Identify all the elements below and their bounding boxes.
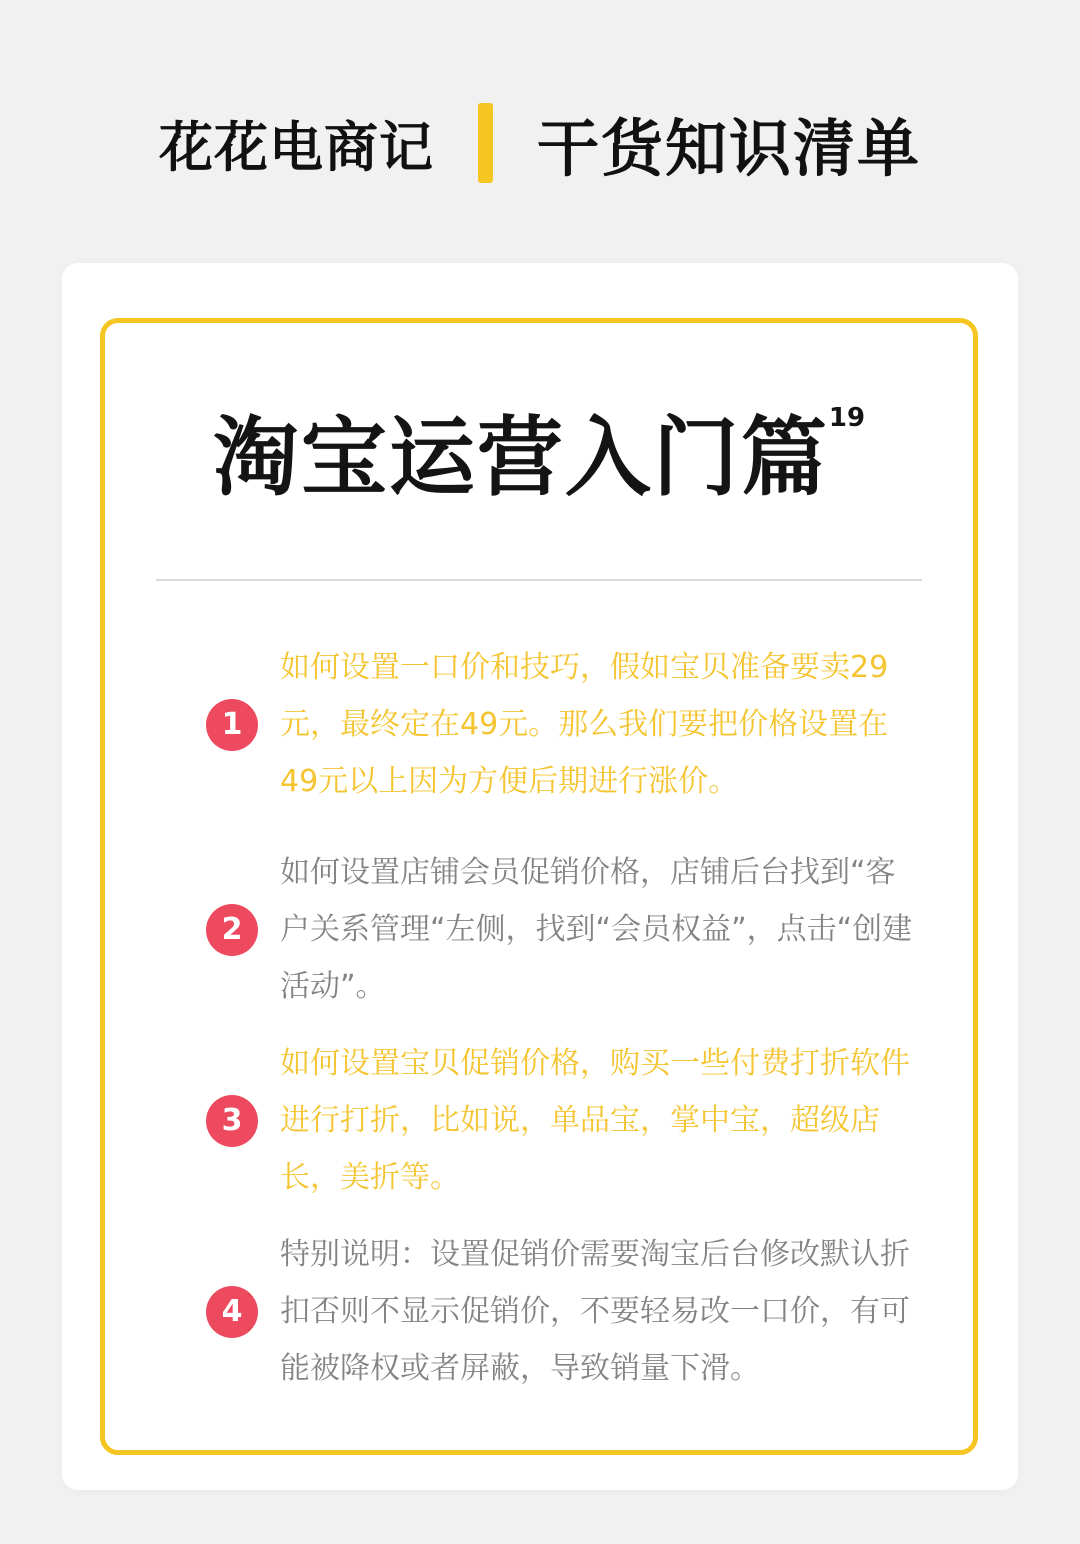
checklist-item (105, 639, 973, 810)
title-divider (156, 579, 922, 581)
header-title: 干货知识清单 (536, 111, 921, 185)
checklist-item (105, 1035, 973, 1206)
item-text: 如何设置宝贝促销价格，购买一些付费打折软件进行打折，比如说，单品宝，掌中宝，超级店长，美折等。 (280, 1046, 910, 1195)
yellow-frame (100, 318, 978, 1455)
checklist-item (105, 1226, 973, 1397)
item-text: 如何设置一口价和技巧，假如宝贝准备要卖29元，最终定在49元。那么我们要把价格设置在49元以上因为方便后期进行涨价。 (280, 650, 889, 799)
item-text: 如何设置店铺会员促销价格，店铺后台找到“客户关系管理“左侧，找到“会员权益”，点击“创建活动”。 (280, 855, 913, 1004)
header (0, 0, 1080, 286)
doc-title (105, 403, 973, 508)
checklist-item (105, 844, 973, 1015)
item-number-badge: 2 (206, 904, 258, 956)
item-number-badge: 3 (206, 1095, 258, 1147)
content-card (62, 263, 1018, 1490)
brand-text: 花花电商记 (158, 115, 434, 179)
checklist (105, 639, 973, 1397)
doc-title-superscript: 19 (828, 403, 866, 433)
doc-title-text: 淘宝运营入门篇 (212, 408, 829, 508)
header-separator-bar (478, 103, 493, 183)
item-number-badge: 1 (206, 699, 258, 751)
item-text: 特别说明：设置促销价需要淘宝后台修改默认折扣否则不显示促销价，不要轻易改一口价，有可能被降权或者屏蔽，导致销量下滑。 (280, 1237, 910, 1386)
item-number-badge: 4 (206, 1286, 258, 1338)
